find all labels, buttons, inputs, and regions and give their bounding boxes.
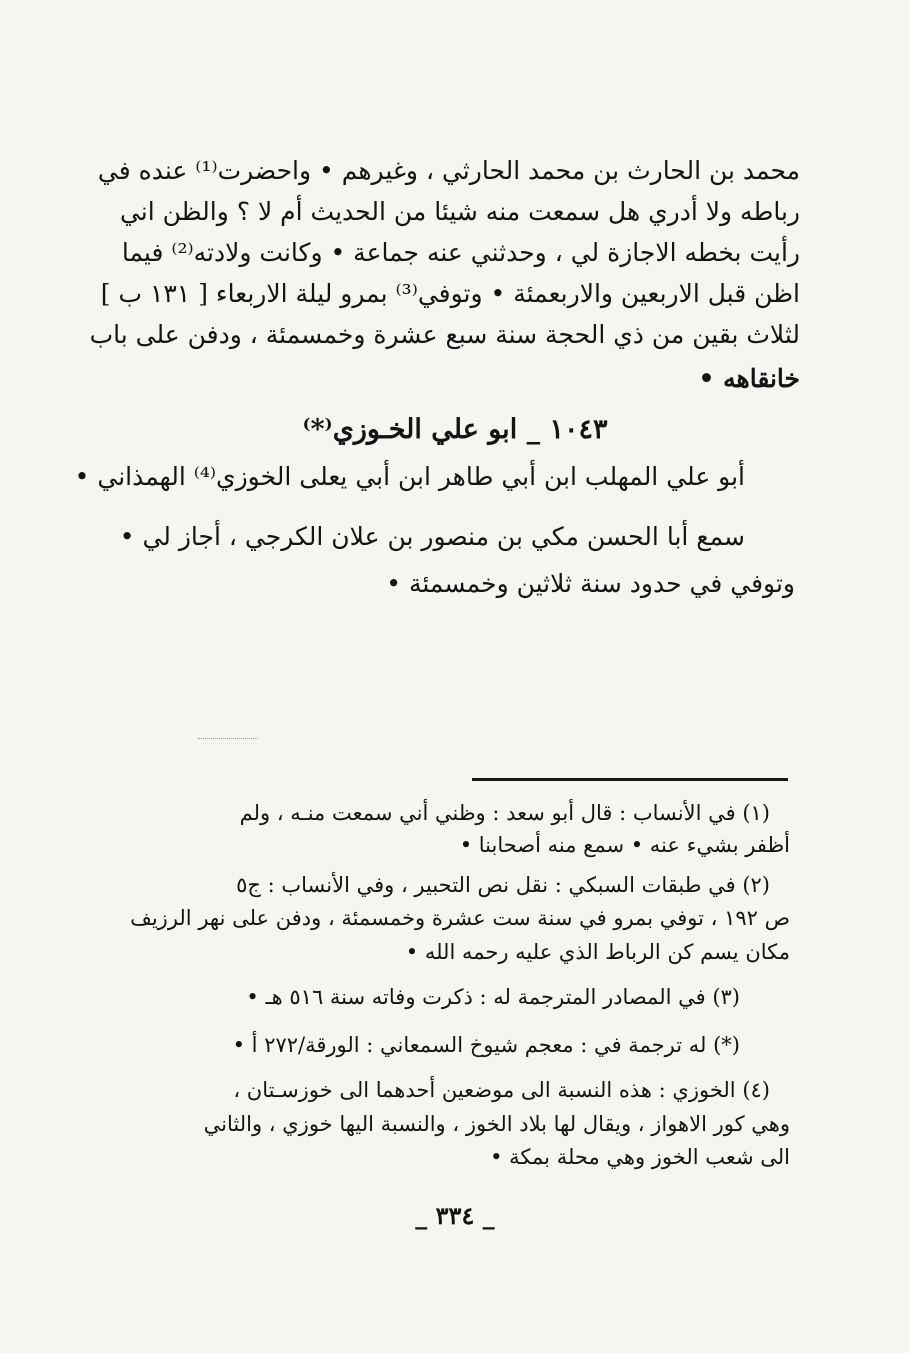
page-number: _ ٣٣٤ _ [415,1201,495,1230]
footnote-star: (*) له ترجمة في : معجم شيوخ السمعاني : الورقة/٢٧٢ أ • [232,1033,740,1057]
entry-line-3: وتوفي في حدود سنة ثلاثين وخمسمئة • [386,569,795,598]
entry-heading: ١٠٤٣ _ ابو علي الخـوزي⁽*⁾ [302,414,608,445]
body-line-6: خانقاهه • [698,364,800,393]
footnote-2-line-1: (٢) في طبقات السبكي : نقل نص التحبير ، وفي الأنساب : ج٥ [236,873,770,897]
body-line-2: رباطه ولا أدري هل سمعت منه شيئا من الحديث أم لا ؟ والظن اني [119,197,800,226]
footnote-3: (٣) في المصادر المترجمة له : ذكرت وفاته سنة ٥١٦ هـ • [246,985,740,1009]
entry-line-2: سمع أبا الحسن مكي بن منصور بن علان الكرجي ، أجاز لي • [119,522,745,551]
entry-line-1: أبو علي المهلب ابن أبي طاهر ابن أبي يعلى الخوزي⁽⁴⁾ الهمذاني • [74,462,745,491]
footnote-4-line-1: (٤) الخوزي : هذه النسبة الى موضعين أحدهما الى خوزسـتان ، [233,1078,770,1102]
footnote-divider [472,778,788,781]
footnote-2-line-2: ص ١٩٢ ، توفي بمرو في سنة ست عشرة وخمسمئة ، ودفن على نهر الرزيف [130,906,790,930]
body-line-4: اظن قبل الاربعين والاربعمئة • وتوفي⁽³⁾ بمرو ليلة الاربعاء [ ١٣١ ب ] [100,279,800,308]
body-line-5: لثلاث بقين من ذي الحجة سنة سبع عشرة وخمسمئة ، ودفن على باب [89,320,800,349]
body-line-1: محمد بن الحارث بن محمد الحارثي ، وغيرهم • واحضرت⁽¹⁾ عنده في [97,156,800,185]
footnote-4-line-2: وهي كور الاهواز ، ويقال لها بلاد الخوز ، والنسبة اليها خوزي ، والثاني [203,1112,790,1136]
footnote-2-line-3: مكان يسم كن الرباط الذي عليه رحمه الله • [405,940,790,964]
page-speck [198,738,258,740]
footnote-1-line-1: (١) في الأنساب : قال أبو سعد : وظني أني سمعت منـه ، ولم [239,801,770,825]
footnote-4-line-3: الى شعب الخوز وهي محلة بمكة • [490,1145,790,1169]
footnote-1-line-2: أظفر بشيء عنه • سمع منه أصحابنا • [459,833,790,857]
body-line-3: رأيت بخطه الاجازة لي ، وحدثني عنه جماعة • وكانت ولادته⁽²⁾ فيما [121,238,800,267]
